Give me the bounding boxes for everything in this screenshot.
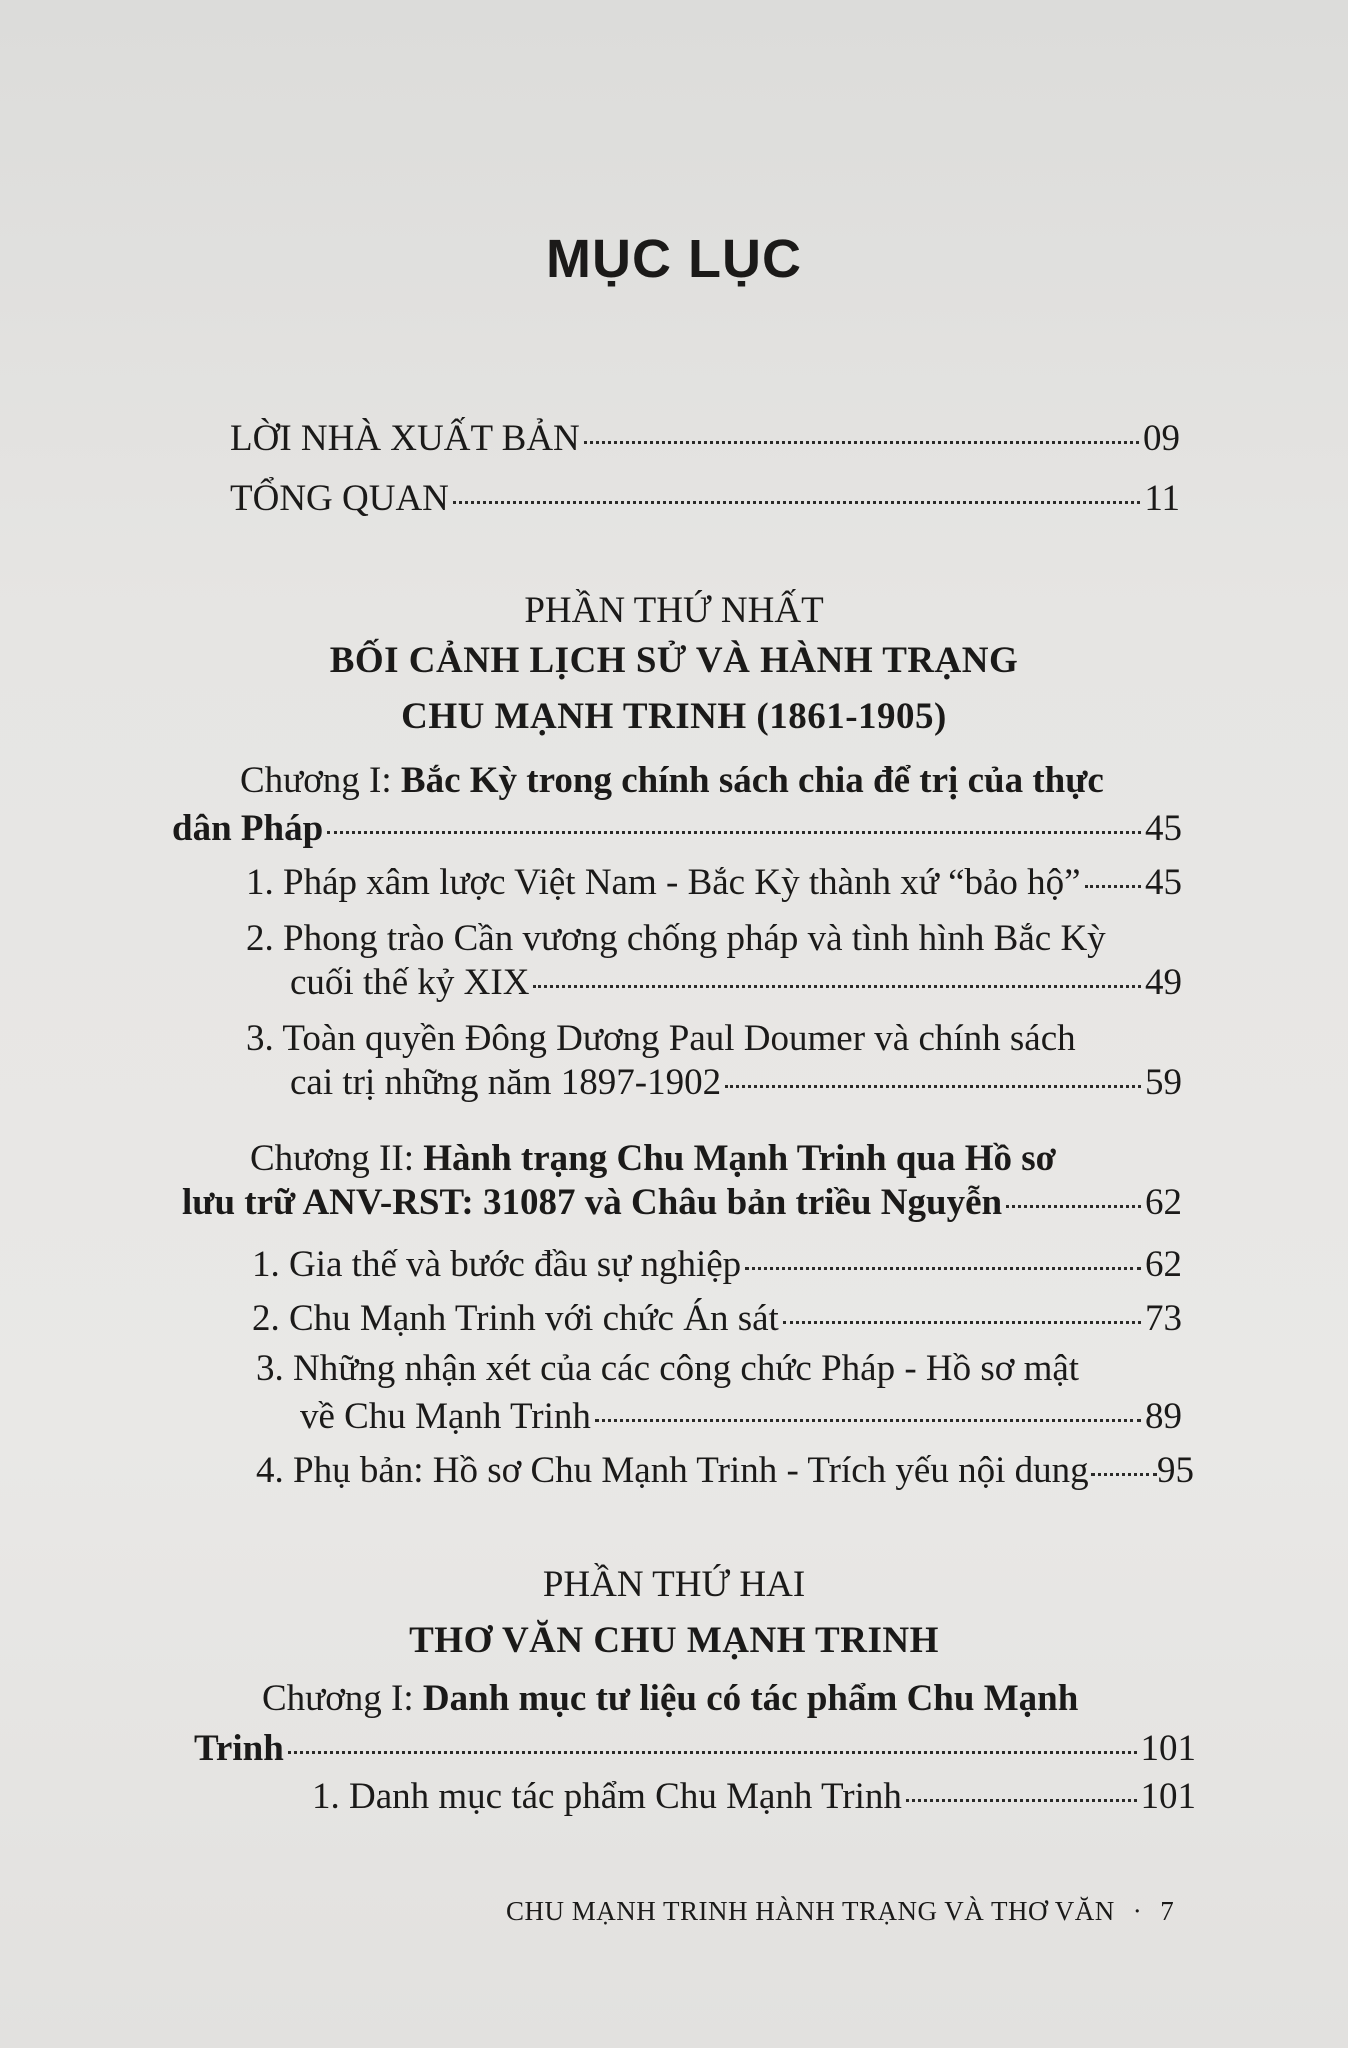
chapter-title: Danh mục tư liệu có tác phẩm Chu Mạnh bbox=[422, 1678, 1079, 1719]
dot-leader bbox=[783, 1321, 1141, 1324]
chapter-prefix: Chương I: bbox=[240, 760, 392, 801]
toc-page-number: 89 bbox=[1145, 1396, 1182, 1437]
section-label: 3. Toàn quyền Đông Dương Paul Doumer và chính sách bbox=[246, 1018, 1076, 1059]
chapter-title: dân Pháp bbox=[172, 808, 324, 849]
part-two-label: PHẦN THỨ HAI bbox=[542, 1564, 806, 1605]
footer-separator: · bbox=[1132, 1896, 1143, 1926]
toc-page-number: 101 bbox=[1140, 1776, 1196, 1817]
toc-entry-overview bbox=[230, 480, 1180, 517]
section-label: cuối thế kỷ XIX bbox=[290, 962, 530, 1003]
page-footer bbox=[506, 1896, 1174, 1927]
toc-page-number: 45 bbox=[1145, 862, 1182, 903]
dot-leader bbox=[453, 501, 1140, 504]
section-label: về Chu Mạnh Trinh bbox=[300, 1396, 591, 1437]
toc-page-number: 101 bbox=[1140, 1728, 1196, 1769]
section-entry bbox=[290, 964, 1182, 1001]
chapter-title-continued bbox=[172, 810, 1182, 847]
chapter-title: lưu trữ ANV-RST: 31087 và Châu bản triều Nguyễn bbox=[182, 1182, 1003, 1223]
chapter-title: Trinh bbox=[194, 1728, 284, 1769]
section-label: 2. Phong trào Cần vương chống pháp và tình hình Bắc Kỳ bbox=[246, 918, 1106, 959]
running-title: CHU MẠNH TRINH HÀNH TRẠNG VÀ THƠ VĂN bbox=[506, 1896, 1115, 1926]
dot-leader bbox=[327, 831, 1141, 834]
dot-leader bbox=[1006, 1205, 1141, 1208]
dot-leader bbox=[725, 1085, 1141, 1088]
dot-leader bbox=[584, 441, 1139, 444]
toc-entry-publisher-note bbox=[230, 420, 1180, 457]
toc-entry-label: TỔNG QUAN bbox=[230, 478, 449, 519]
section-entry bbox=[300, 1398, 1182, 1435]
section-label: cai trị những năm 1897-1902 bbox=[290, 1062, 722, 1103]
chapter-title: Hành trạng Chu Mạnh Trinh qua Hồ sơ bbox=[423, 1138, 1057, 1179]
part-one-title-line2: CHU MẠNH TRINH (1861-1905) bbox=[401, 696, 947, 737]
section-entry bbox=[256, 1452, 1194, 1489]
toc-page-number: 11 bbox=[1144, 478, 1180, 519]
part-one-label: PHẦN THỨ NHẤT bbox=[524, 590, 824, 631]
dot-leader bbox=[745, 1267, 1141, 1270]
chapter-title-continued bbox=[182, 1184, 1182, 1221]
chapter-title: Bắc Kỳ trong chính sách chia để trị của thực bbox=[400, 760, 1104, 801]
dot-leader bbox=[288, 1751, 1137, 1754]
chapter-prefix: Chương II: bbox=[250, 1138, 414, 1179]
dot-leader bbox=[906, 1799, 1137, 1802]
dot-leader bbox=[595, 1419, 1141, 1422]
section-entry bbox=[252, 1300, 1182, 1337]
page-title: MỤC LỤC bbox=[546, 229, 802, 289]
page-number: 7 bbox=[1160, 1896, 1175, 1926]
section-entry bbox=[290, 1064, 1182, 1101]
chapter-heading bbox=[262, 1680, 1078, 1717]
toc-page-number: 73 bbox=[1145, 1298, 1182, 1339]
section-label: 3. Những nhận xét của các công chức Pháp - Hồ sơ mật bbox=[256, 1348, 1080, 1389]
toc-entry-label: LỜI NHÀ XUẤT BẢN bbox=[230, 418, 580, 459]
section-label: 1. Gia thế và bước đầu sự nghiệp bbox=[252, 1244, 742, 1285]
chapter-prefix: Chương I: bbox=[262, 1678, 414, 1719]
toc-page-number: 62 bbox=[1145, 1182, 1182, 1223]
dot-leader bbox=[533, 985, 1141, 988]
chapter-heading bbox=[240, 762, 1104, 799]
dot-leader bbox=[1085, 885, 1141, 888]
dot-leader bbox=[1091, 1473, 1157, 1476]
part-one-title-line1: BỐI CẢNH LỊCH SỬ VÀ HÀNH TRẠNG bbox=[329, 640, 1019, 681]
chapter-title-continued bbox=[194, 1730, 1196, 1767]
section-label: 2. Chu Mạnh Trinh với chức Án sát bbox=[252, 1298, 779, 1339]
toc-page-number: 62 bbox=[1145, 1244, 1182, 1285]
section-entry bbox=[252, 1246, 1182, 1283]
section-entry bbox=[312, 1778, 1196, 1815]
section-entry bbox=[246, 864, 1182, 901]
section-label: 1. Pháp xâm lược Việt Nam - Bắc Kỳ thành xứ “bảo hộ” bbox=[246, 862, 1081, 903]
section-label: 1. Danh mục tác phẩm Chu Mạnh Trinh bbox=[312, 1776, 902, 1817]
toc-page-number: 95 bbox=[1157, 1450, 1194, 1491]
part-two-title: THƠ VĂN CHU MẠNH TRINH bbox=[409, 1620, 939, 1661]
chapter-heading bbox=[250, 1140, 1056, 1177]
toc-page-number: 45 bbox=[1145, 808, 1182, 849]
toc-page-number: 59 bbox=[1145, 1062, 1182, 1103]
toc-page-number: 49 bbox=[1145, 962, 1182, 1003]
toc-page-number: 09 bbox=[1143, 418, 1180, 459]
section-label: 4. Phụ bản: Hồ sơ Chu Mạnh Trinh - Trích yếu nội dung bbox=[256, 1450, 1089, 1491]
